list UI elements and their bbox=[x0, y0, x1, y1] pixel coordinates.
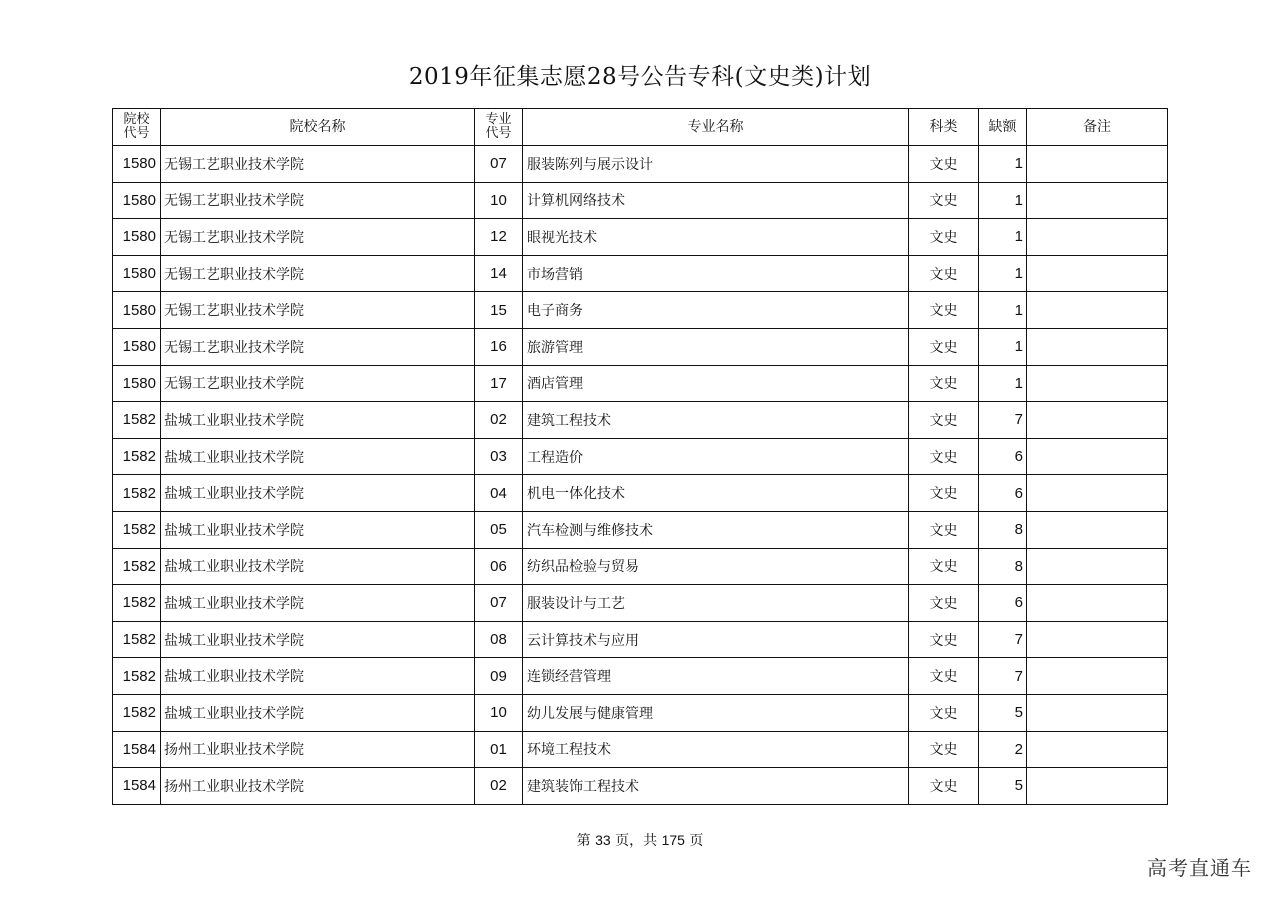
cell-remarks bbox=[1027, 438, 1168, 475]
table-row bbox=[113, 402, 1168, 439]
cell-major-code: 14 bbox=[475, 255, 523, 292]
page-footer bbox=[0, 830, 1280, 850]
cell-category: 文史 bbox=[909, 694, 979, 731]
cell-school-name: 盐城工业职业技术学院 bbox=[161, 585, 475, 622]
cell-category: 文史 bbox=[909, 768, 979, 805]
cell-category: 文史 bbox=[909, 365, 979, 402]
cell-school-name: 无锡工艺职业技术学院 bbox=[161, 292, 475, 329]
cell-remarks bbox=[1027, 146, 1168, 183]
cell-school-code: 1582 bbox=[113, 402, 161, 439]
cell-major-name: 眼视光技术 bbox=[523, 219, 909, 256]
cell-school-name: 无锡工艺职业技术学院 bbox=[161, 255, 475, 292]
table-row bbox=[113, 731, 1168, 768]
cell-school-code: 1580 bbox=[113, 292, 161, 329]
cell-vacancies: 7 bbox=[979, 402, 1027, 439]
cell-school-name: 无锡工艺职业技术学院 bbox=[161, 365, 475, 402]
cell-major-name: 建筑工程技术 bbox=[523, 402, 909, 439]
cell-major-code: 06 bbox=[475, 548, 523, 585]
cell-major-code: 02 bbox=[475, 768, 523, 805]
footer-middle: 页，共 bbox=[615, 833, 658, 849]
cell-major-name: 服装设计与工艺 bbox=[523, 585, 909, 622]
cell-vacancies: 1 bbox=[979, 182, 1027, 219]
cell-major-name: 环境工程技术 bbox=[523, 731, 909, 768]
cell-school-code: 1580 bbox=[113, 219, 161, 256]
footer-prefix: 第 bbox=[576, 833, 591, 849]
cell-vacancies: 1 bbox=[979, 328, 1027, 365]
table-row bbox=[113, 658, 1168, 695]
cell-major-code: 03 bbox=[475, 438, 523, 475]
cell-school-name: 无锡工艺职业技术学院 bbox=[161, 146, 475, 183]
cell-school-code: 1582 bbox=[113, 511, 161, 548]
cell-major-name: 建筑装饰工程技术 bbox=[523, 768, 909, 805]
cell-vacancies: 2 bbox=[979, 731, 1027, 768]
cell-category: 文史 bbox=[909, 219, 979, 256]
cell-school-name: 盐城工业职业技术学院 bbox=[161, 511, 475, 548]
header-major-code: 专业 代号 bbox=[475, 109, 523, 146]
cell-remarks bbox=[1027, 365, 1168, 402]
cell-major-code: 12 bbox=[475, 219, 523, 256]
cell-vacancies: 8 bbox=[979, 548, 1027, 585]
cell-school-name: 无锡工艺职业技术学院 bbox=[161, 328, 475, 365]
cell-major-code: 10 bbox=[475, 694, 523, 731]
cell-major-name: 工程造价 bbox=[523, 438, 909, 475]
cell-vacancies: 1 bbox=[979, 219, 1027, 256]
cell-major-name: 机电一体化技术 bbox=[523, 475, 909, 512]
footer-total-pages: 175 bbox=[661, 832, 685, 848]
cell-vacancies: 1 bbox=[979, 255, 1027, 292]
table-header-row bbox=[113, 109, 1168, 146]
watermark-logo-text: 高考直通车 bbox=[1147, 856, 1252, 880]
cell-category: 文史 bbox=[909, 548, 979, 585]
cell-category: 文史 bbox=[909, 255, 979, 292]
footer-page-number: 33 bbox=[595, 832, 611, 848]
cell-vacancies: 5 bbox=[979, 768, 1027, 805]
cell-vacancies: 7 bbox=[979, 621, 1027, 658]
page-title: 2019年征集志愿28号公告专科(文史类)计划 bbox=[408, 64, 872, 90]
header-school-code: 院校 代号 bbox=[113, 109, 161, 146]
plan-table bbox=[112, 108, 1168, 805]
cell-major-code: 16 bbox=[475, 328, 523, 365]
table-row bbox=[113, 328, 1168, 365]
header-category: 科类 bbox=[909, 109, 979, 146]
cell-category: 文史 bbox=[909, 511, 979, 548]
cell-vacancies: 1 bbox=[979, 146, 1027, 183]
cell-remarks bbox=[1027, 475, 1168, 512]
table-row bbox=[113, 182, 1168, 219]
cell-remarks bbox=[1027, 402, 1168, 439]
cell-remarks bbox=[1027, 219, 1168, 256]
cell-school-name: 盐城工业职业技术学院 bbox=[161, 438, 475, 475]
header-vacancies: 缺额 bbox=[979, 109, 1027, 146]
table-row bbox=[113, 219, 1168, 256]
cell-category: 文史 bbox=[909, 475, 979, 512]
cell-remarks bbox=[1027, 511, 1168, 548]
cell-category: 文史 bbox=[909, 328, 979, 365]
cell-major-code: 17 bbox=[475, 365, 523, 402]
table-row bbox=[113, 365, 1168, 402]
cell-remarks bbox=[1027, 694, 1168, 731]
cell-vacancies: 8 bbox=[979, 511, 1027, 548]
cell-category: 文史 bbox=[909, 292, 979, 329]
cell-category: 文史 bbox=[909, 621, 979, 658]
cell-school-name: 盐城工业职业技术学院 bbox=[161, 402, 475, 439]
cell-school-code: 1582 bbox=[113, 438, 161, 475]
cell-school-name: 无锡工艺职业技术学院 bbox=[161, 219, 475, 256]
cell-school-name: 无锡工艺职业技术学院 bbox=[161, 182, 475, 219]
cell-remarks bbox=[1027, 328, 1168, 365]
cell-school-name: 盐城工业职业技术学院 bbox=[161, 694, 475, 731]
cell-school-code: 1582 bbox=[113, 694, 161, 731]
table-row bbox=[113, 768, 1168, 805]
cell-major-code: 08 bbox=[475, 621, 523, 658]
cell-remarks bbox=[1027, 182, 1168, 219]
table-row bbox=[113, 548, 1168, 585]
cell-category: 文史 bbox=[909, 182, 979, 219]
table-body bbox=[113, 146, 1168, 805]
cell-major-name: 云计算技术与应用 bbox=[523, 621, 909, 658]
table-row bbox=[113, 621, 1168, 658]
cell-category: 文史 bbox=[909, 731, 979, 768]
cell-category: 文史 bbox=[909, 402, 979, 439]
cell-remarks bbox=[1027, 255, 1168, 292]
cell-school-name: 盐城工业职业技术学院 bbox=[161, 475, 475, 512]
cell-school-code: 1582 bbox=[113, 475, 161, 512]
cell-major-code: 04 bbox=[475, 475, 523, 512]
cell-remarks bbox=[1027, 731, 1168, 768]
cell-major-name: 连锁经营管理 bbox=[523, 658, 909, 695]
cell-major-code: 02 bbox=[475, 402, 523, 439]
cell-vacancies: 6 bbox=[979, 585, 1027, 622]
header-remarks: 备注 bbox=[1027, 109, 1168, 146]
cell-school-code: 1582 bbox=[113, 658, 161, 695]
table-row bbox=[113, 146, 1168, 183]
cell-school-name: 盐城工业职业技术学院 bbox=[161, 658, 475, 695]
table-row bbox=[113, 475, 1168, 512]
cell-major-name: 纺织品检验与贸易 bbox=[523, 548, 909, 585]
cell-major-code: 01 bbox=[475, 731, 523, 768]
cell-vacancies: 1 bbox=[979, 365, 1027, 402]
cell-school-name: 盐城工业职业技术学院 bbox=[161, 548, 475, 585]
cell-vacancies: 7 bbox=[979, 658, 1027, 695]
cell-remarks bbox=[1027, 658, 1168, 695]
cell-school-code: 1584 bbox=[113, 768, 161, 805]
cell-major-name: 服装陈列与展示设计 bbox=[523, 146, 909, 183]
cell-school-name: 扬州工业职业技术学院 bbox=[161, 731, 475, 768]
cell-category: 文史 bbox=[909, 585, 979, 622]
cell-school-code: 1580 bbox=[113, 365, 161, 402]
cell-category: 文史 bbox=[909, 146, 979, 183]
table-row bbox=[113, 438, 1168, 475]
cell-school-code: 1582 bbox=[113, 548, 161, 585]
cell-vacancies: 1 bbox=[979, 292, 1027, 329]
cell-major-name: 旅游管理 bbox=[523, 328, 909, 365]
cell-category: 文史 bbox=[909, 438, 979, 475]
cell-school-code: 1580 bbox=[113, 255, 161, 292]
cell-school-code: 1580 bbox=[113, 328, 161, 365]
cell-major-code: 07 bbox=[475, 146, 523, 183]
cell-school-code: 1582 bbox=[113, 621, 161, 658]
cell-remarks bbox=[1027, 292, 1168, 329]
table-row bbox=[113, 585, 1168, 622]
cell-major-code: 09 bbox=[475, 658, 523, 695]
cell-category: 文史 bbox=[909, 658, 979, 695]
header-major-name: 专业名称 bbox=[523, 109, 909, 146]
cell-school-name: 盐城工业职业技术学院 bbox=[161, 621, 475, 658]
cell-remarks bbox=[1027, 585, 1168, 622]
cell-major-name: 汽车检测与维修技术 bbox=[523, 511, 909, 548]
cell-school-name: 扬州工业职业技术学院 bbox=[161, 768, 475, 805]
cell-major-name: 酒店管理 bbox=[523, 365, 909, 402]
cell-remarks bbox=[1027, 768, 1168, 805]
cell-school-code: 1584 bbox=[113, 731, 161, 768]
cell-vacancies: 5 bbox=[979, 694, 1027, 731]
header-school-name: 院校名称 bbox=[161, 109, 475, 146]
cell-major-name: 幼儿发展与健康管理 bbox=[523, 694, 909, 731]
cell-major-name: 电子商务 bbox=[523, 292, 909, 329]
cell-major-code: 05 bbox=[475, 511, 523, 548]
cell-school-code: 1580 bbox=[113, 146, 161, 183]
cell-school-code: 1582 bbox=[113, 585, 161, 622]
cell-remarks bbox=[1027, 548, 1168, 585]
cell-major-name: 计算机网络技术 bbox=[523, 182, 909, 219]
table-row bbox=[113, 694, 1168, 731]
cell-vacancies: 6 bbox=[979, 475, 1027, 512]
cell-vacancies: 6 bbox=[979, 438, 1027, 475]
cell-major-code: 10 bbox=[475, 182, 523, 219]
table-row bbox=[113, 292, 1168, 329]
table-row bbox=[113, 511, 1168, 548]
cell-remarks bbox=[1027, 621, 1168, 658]
cell-school-code: 1580 bbox=[113, 182, 161, 219]
table-row bbox=[113, 255, 1168, 292]
cell-major-code: 07 bbox=[475, 585, 523, 622]
cell-major-code: 15 bbox=[475, 292, 523, 329]
footer-suffix: 页 bbox=[689, 833, 704, 849]
cell-major-name: 市场营销 bbox=[523, 255, 909, 292]
